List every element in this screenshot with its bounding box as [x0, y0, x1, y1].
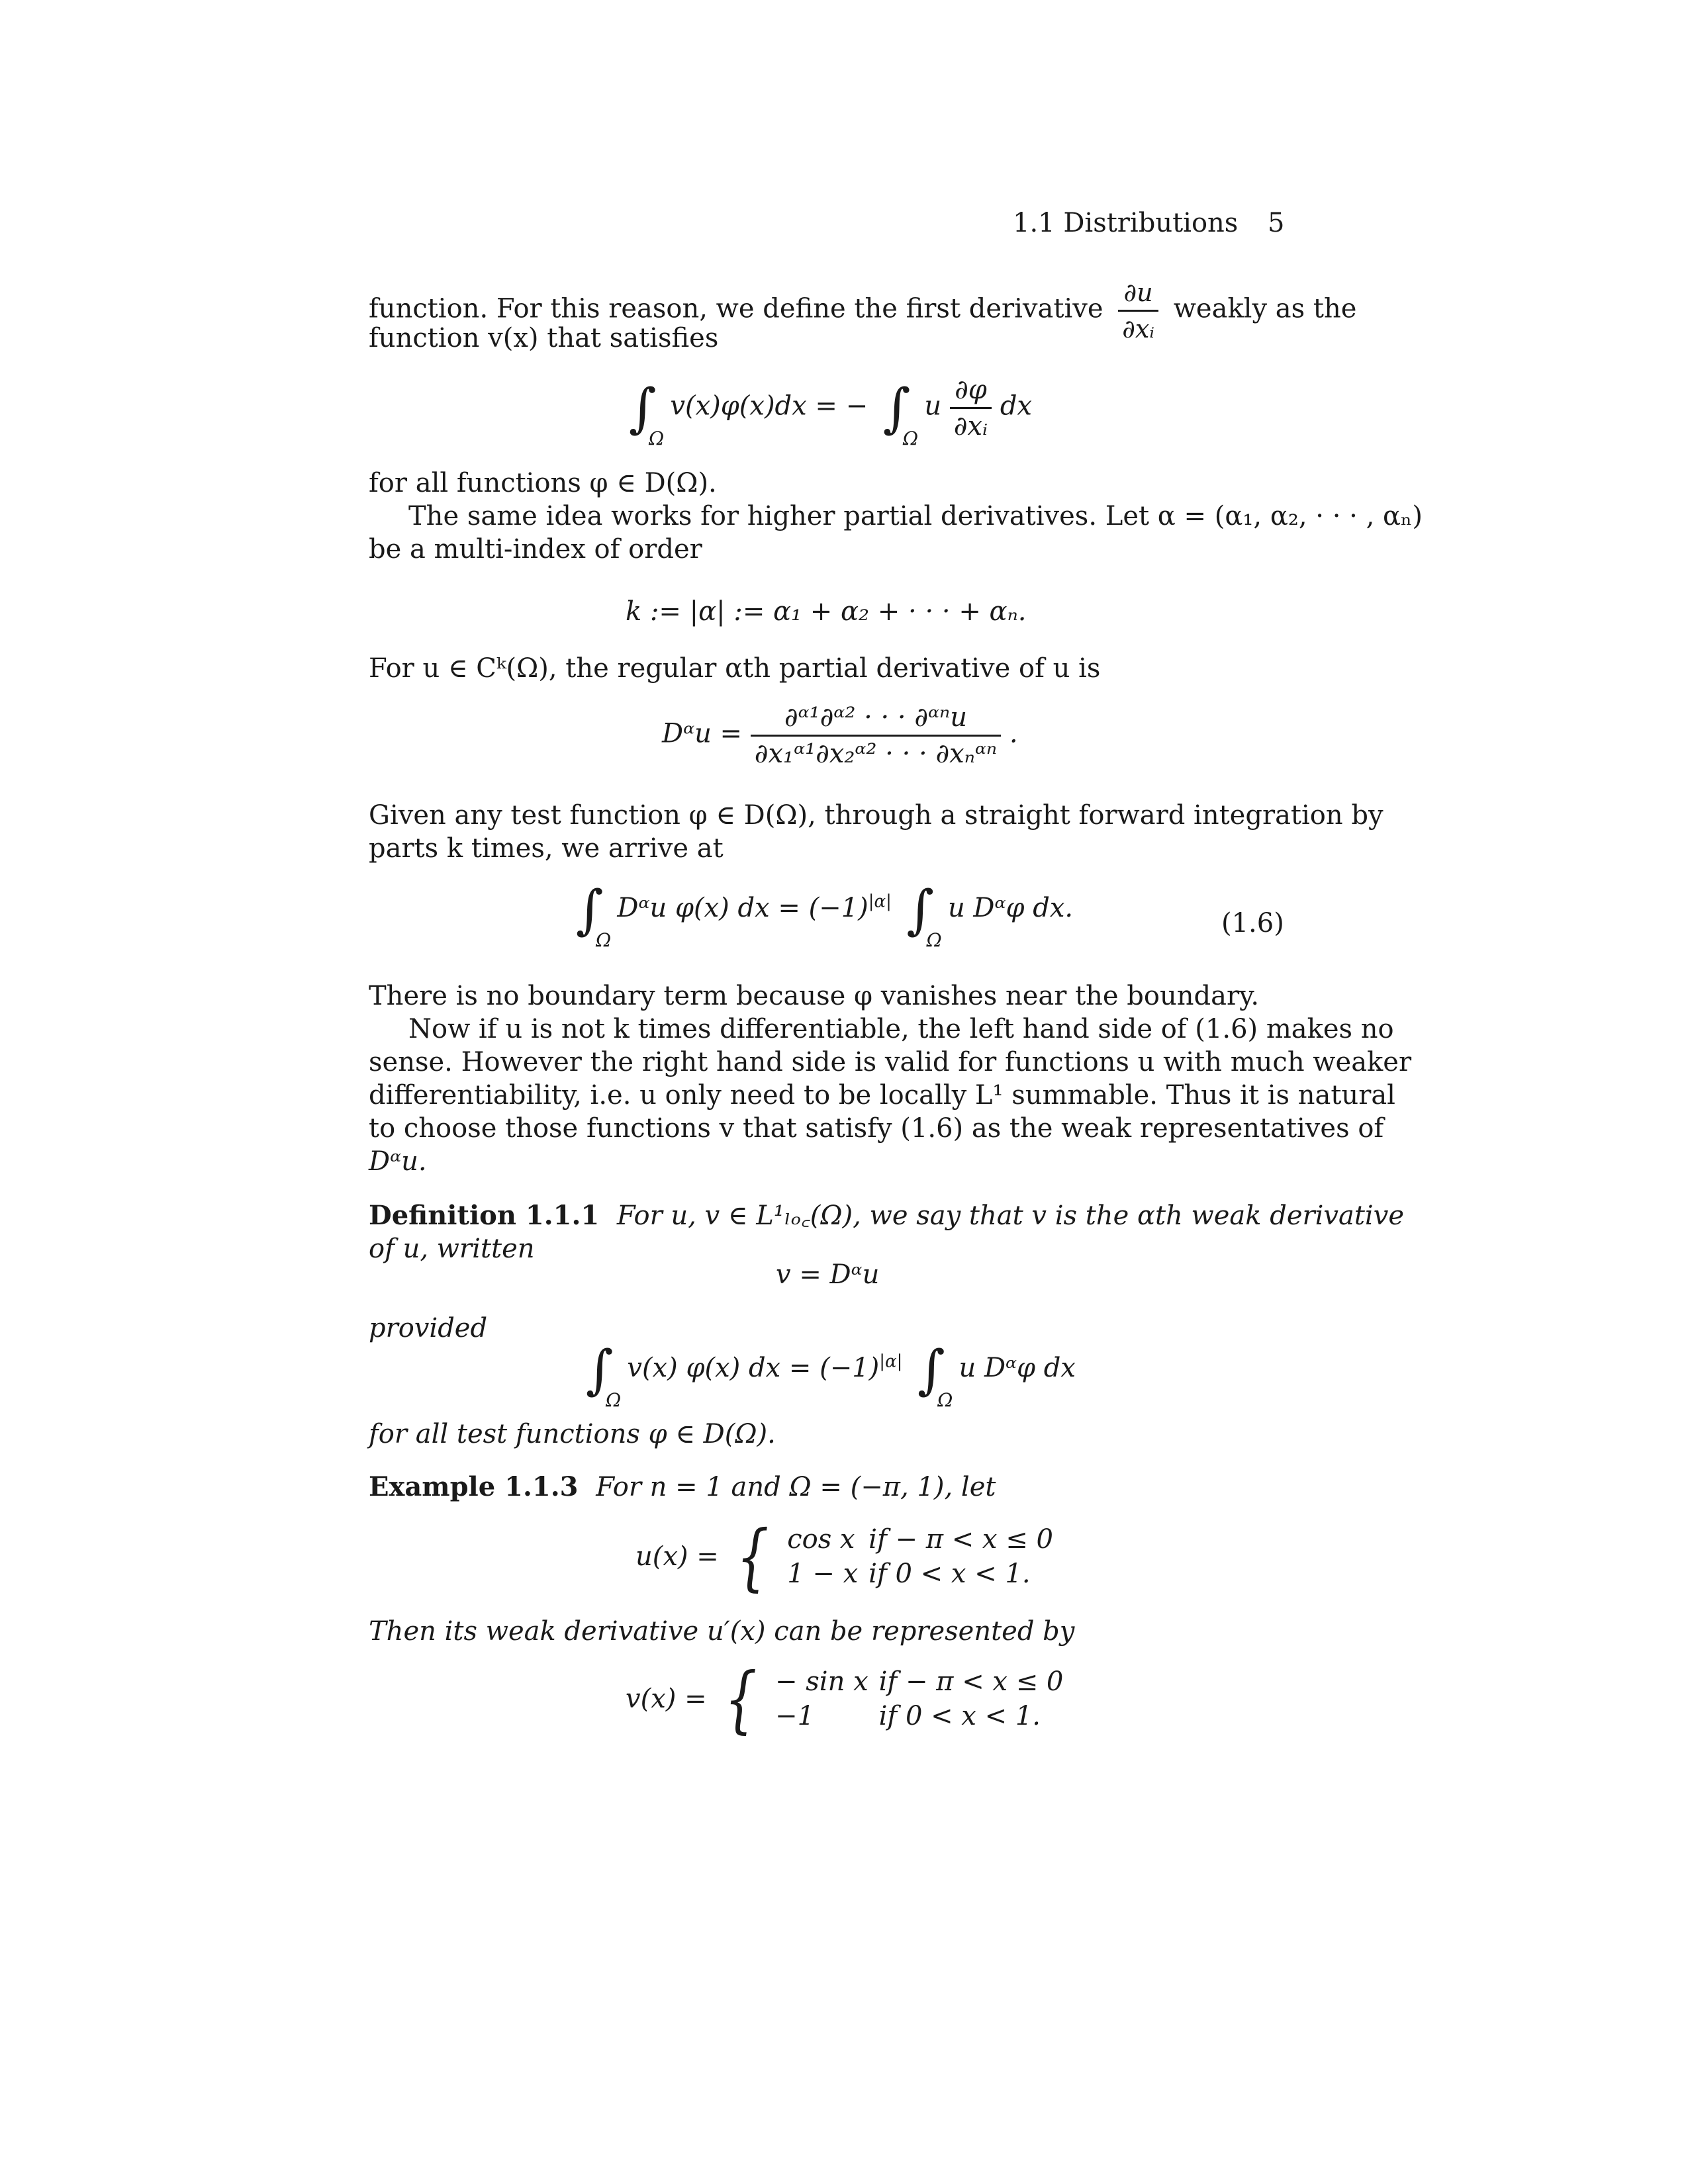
- definition-closing: for all test functions φ ∈ D(Ω).: [369, 1419, 776, 1449]
- equation-fraction: [950, 374, 992, 442]
- integral-sign: ∫ Ω: [629, 377, 665, 449]
- paragraph-line: There is no boundary term because φ vanishes near the boundary.: [369, 981, 1260, 1011]
- integral-sign: ∫ Ω: [576, 879, 612, 951]
- text-run: function. For this reason, we define the first derivative: [369, 293, 1103, 324]
- equation-term: v(x)φ(x)dx = −: [670, 390, 868, 422]
- equation-term: u Dᵅφ dx.: [947, 893, 1074, 923]
- paragraph-line: For u ∈ Cᵏ(Ω), the regular αth partial derivative of u is: [369, 653, 1101, 684]
- case-condition: if − π < x ≤ 0: [878, 1666, 1064, 1697]
- case-expression: − sin x: [775, 1666, 868, 1697]
- case-condition: if − π < x ≤ 0: [868, 1524, 1053, 1555]
- paragraph-line: differentiability, i.e. u only need to be locally L¹ summable. Thus it is natural: [369, 1080, 1395, 1111]
- paragraph-line: Dᵅu.: [369, 1146, 427, 1177]
- case-expression: −1: [775, 1701, 815, 1731]
- fraction-numerator: ∂ᵅ¹∂ᵅ² · · · ∂ᵅⁿu: [751, 702, 1001, 737]
- definition-weak-derivative-equation: [586, 1339, 1076, 1411]
- case-row: [775, 1699, 1074, 1733]
- example-then: Then its weak derivative u′(x) can be represented by: [369, 1616, 1075, 1647]
- left-brace: {: [736, 1514, 769, 1599]
- definition-block: [369, 1199, 1404, 1232]
- integral-sign: ∫ Ω: [882, 377, 919, 449]
- equation-term: Dᵅu =: [662, 718, 743, 749]
- integral-sign: ∫ Ω: [906, 879, 942, 951]
- case-condition: if 0 < x < 1.: [868, 1559, 1031, 1589]
- cases-table: [775, 1664, 1074, 1733]
- definition-equation: v = Dᵅu: [776, 1259, 880, 1290]
- paragraph-line: sense. However the right hand side is valid for functions u with much weaker: [369, 1047, 1412, 1077]
- paragraph-line: to choose those functions v that satisfy (1.6) as the weak representatives of: [369, 1113, 1384, 1144]
- equation-term: dx: [1000, 390, 1032, 422]
- fraction-denominator: ∂xᵢ: [953, 411, 988, 441]
- equation-number: (1.6): [1221, 908, 1284, 938]
- paragraph-line: function v(x) that satisfies: [369, 323, 719, 353]
- paragraph-line: Now if u is not k times differentiable, the left hand side of (1.6) makes no: [408, 1014, 1394, 1044]
- equation-weak-first-derivative: [629, 374, 1032, 449]
- case-row: [787, 1522, 1064, 1557]
- case-expression: 1 − x: [787, 1559, 859, 1589]
- example-label: Example 1.1.3: [369, 1471, 579, 1502]
- equation-multi-index-order: k := |α| := α₁ + α₂ + · · · + αₙ.: [626, 596, 1027, 627]
- integral-sign: ∫ Ω: [917, 1339, 953, 1411]
- equation-term: v(x) =: [626, 1684, 707, 1714]
- definition-label: Definition 1.1.1: [369, 1200, 600, 1231]
- paragraph-line: for all functions φ ∈ D(Ω).: [369, 468, 717, 498]
- left-brace: {: [724, 1657, 757, 1741]
- paragraph-line: The same idea works for higher partial derivatives. Let α = (α₁, α₂, · · · , αₙ): [408, 501, 1423, 531]
- case-condition: if 0 < x < 1.: [878, 1701, 1041, 1731]
- definition-text: of u, written: [369, 1234, 535, 1264]
- piecewise-u-definition: [635, 1514, 1064, 1599]
- equation-integration-by-parts: [576, 879, 1074, 951]
- equation-regular-partial-derivative: [662, 702, 1018, 770]
- paragraph-line: parts k times, we arrive at: [369, 833, 724, 864]
- case-expression: cos x: [787, 1524, 855, 1555]
- running-header-section: 1.1 Distributions: [1013, 208, 1239, 238]
- example-intro: For n = 1 and Ω = (−π, 1), let: [596, 1472, 996, 1502]
- text-run: weakly as the: [1173, 293, 1357, 324]
- fraction-denominator: ∂x₁ᵅ¹∂x₂ᵅ² · · · ∂xₙᵅⁿ: [754, 739, 998, 769]
- equation-fraction: [751, 702, 1001, 770]
- fraction-numerator: ∂u: [1118, 277, 1158, 312]
- equation-term: Dᵅu φ(x) dx = (−1): [617, 893, 868, 923]
- equation-term: u(x) =: [635, 1541, 719, 1572]
- partial-derivative-fraction: [1118, 277, 1158, 345]
- page-number: 5: [1268, 208, 1285, 238]
- equation-exponent: |α|: [879, 1351, 903, 1372]
- equation-term: u: [924, 390, 942, 422]
- fraction-numerator: ∂φ: [950, 374, 992, 409]
- piecewise-v-definition: [626, 1657, 1074, 1741]
- equation-exponent: |α|: [868, 891, 892, 912]
- paragraph-line: Given any test function φ ∈ D(Ω), through a straight forward integration by: [369, 800, 1383, 831]
- definition-text: For u, v ∈ L¹ₗₒ꜀(Ω), we say that v is the αth weak derivative: [616, 1201, 1404, 1231]
- integral-sign: ∫ Ω: [586, 1339, 622, 1411]
- paragraph-line: be a multi-index of order: [369, 534, 702, 565]
- equation-term: v(x) φ(x) dx = (−1): [627, 1353, 880, 1383]
- equation-term: u Dᵅφ dx: [959, 1353, 1076, 1383]
- equation-term: .: [1009, 718, 1018, 749]
- definition-provided: provided: [369, 1313, 488, 1343]
- cases-table: [787, 1522, 1064, 1591]
- fraction-denominator: ∂xᵢ: [1122, 314, 1154, 343]
- case-row: [787, 1557, 1064, 1591]
- example-block: [369, 1471, 996, 1504]
- case-row: [775, 1664, 1074, 1699]
